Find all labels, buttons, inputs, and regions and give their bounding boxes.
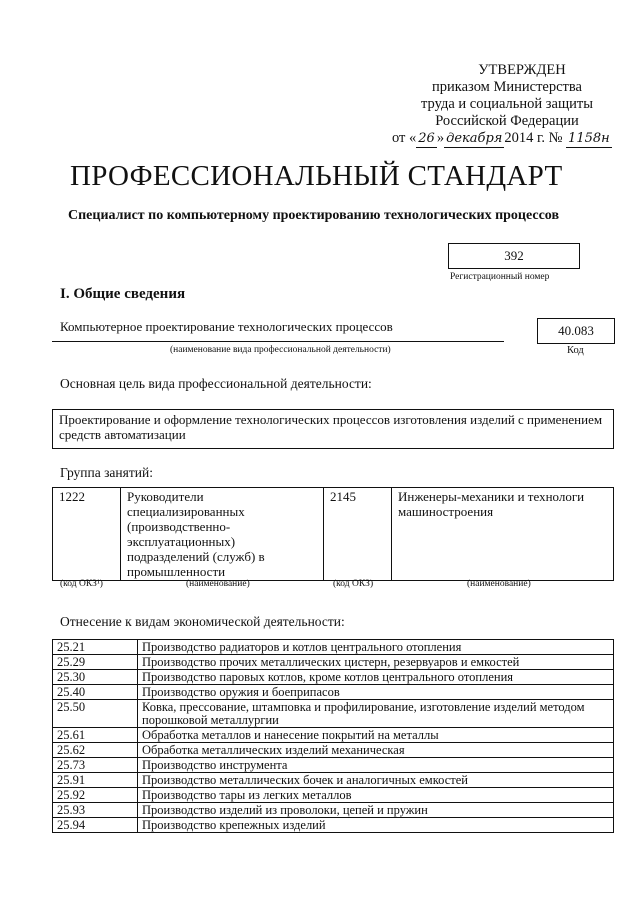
table-row <box>53 743 614 758</box>
approval-line-labor: труда и социальной защиты <box>421 96 593 112</box>
table-row <box>53 670 614 685</box>
date-mid: » <box>436 130 445 146</box>
okz-name-1: Руководители специализированных (производственно-эксплуатационных) подразделений (служб) в промышленности <box>121 488 324 581</box>
okz-code-2: 2145 <box>324 488 392 581</box>
okved-name: Производство металлических бочек и аналогичных емкостей <box>138 773 614 788</box>
okz-name-note-1: (наименование) <box>186 579 250 589</box>
table-row <box>53 728 614 743</box>
okved-name: Производство крепежных изделий <box>138 818 614 833</box>
activity-code-box: 40.083 <box>537 318 615 344</box>
okved-name: Производство тары из легких металлов <box>138 788 614 803</box>
table-row <box>53 803 614 818</box>
activity-code-label: Код <box>567 345 584 356</box>
standard-name: Специалист по компьютерному проектированию технологических процессов <box>68 208 560 223</box>
okz-code-note-1: (код ОКЗ¹) <box>60 579 103 589</box>
table-row <box>53 488 614 581</box>
registration-number-box: 392 <box>448 243 580 269</box>
okved-code: 25.73 <box>53 758 138 773</box>
approval-line-federation: Российской Федерации <box>435 113 579 129</box>
date-day: 26 <box>418 131 435 146</box>
okved-code: 25.92 <box>53 788 138 803</box>
document-title: ПРОФЕССИОНАЛЬНЫЙ СТАНДАРТ <box>70 160 563 192</box>
date-prefix: от « <box>392 130 417 146</box>
okved-name: Производство паровых котлов, кроме котлов центрального отопления <box>138 670 614 685</box>
okz-code-1: 1222 <box>53 488 121 581</box>
activity-underline <box>52 341 504 342</box>
activity-name: Компьютерное проектирование технологических процессов <box>60 319 393 334</box>
table-row <box>53 773 614 788</box>
approval-title: УТВЕРЖДЕН <box>478 62 566 78</box>
okz-code-note-2: (код ОКЗ) <box>333 579 374 589</box>
okved-name: Производство изделий из проволоки, цепей и пружин <box>138 803 614 818</box>
okved-name: Производство инструмента <box>138 758 614 773</box>
okved-code: 25.21 <box>53 640 138 655</box>
okved-code: 25.93 <box>53 803 138 818</box>
table-row <box>53 758 614 773</box>
okz-name-note-2: (наименование) <box>467 579 531 589</box>
okved-name: Производство радиаторов и котлов центрального отопления <box>138 640 614 655</box>
order-number: 1158н <box>568 131 610 146</box>
approval-line-ministry: приказом Министерства <box>432 79 582 95</box>
activity-note: (наименование вида профессиональной деятельности) <box>170 345 391 355</box>
okved-code: 25.94 <box>53 818 138 833</box>
registration-number-label: Регистрационный номер <box>450 272 550 282</box>
table-row <box>53 640 614 655</box>
okved-code: 25.62 <box>53 743 138 758</box>
okved-code: 25.29 <box>53 655 138 670</box>
occupation-table <box>52 487 614 581</box>
table-row <box>53 700 614 728</box>
okved-name: Производство прочих металлических цистерн, резервуаров и емкостей <box>138 655 614 670</box>
goal-box: Проектирование и оформление технологических процессов изготовления изделий с применением средств автоматизации <box>52 409 614 449</box>
table-row <box>53 788 614 803</box>
goal-label: Основная цель вида профессиональной деятельности: <box>60 376 372 391</box>
okved-code: 25.40 <box>53 685 138 700</box>
okved-code: 25.61 <box>53 728 138 743</box>
table-row <box>53 818 614 833</box>
okved-name: Производство оружия и боеприпасов <box>138 685 614 700</box>
economic-activity-table <box>52 639 614 833</box>
date-month: декабря <box>446 131 503 146</box>
okved-code: 25.91 <box>53 773 138 788</box>
approval-date-line <box>392 130 622 148</box>
economic-activity-label: Отнесение к видам экономической деятельности: <box>60 614 345 629</box>
date-year: 2014 г. № <box>504 130 563 146</box>
table-row <box>53 655 614 670</box>
approval-block <box>392 62 622 148</box>
okved-name: Ковка, прессование, штамповка и профилирование, изготовление изделий методом порошковой металлургии <box>138 700 614 728</box>
okved-code: 25.50 <box>53 700 138 728</box>
okz-name-2: Инженеры-механики и технологи машиностроения <box>392 488 614 581</box>
okved-name: Обработка металлов и нанесение покрытий на металлы <box>138 728 614 743</box>
okved-code: 25.30 <box>53 670 138 685</box>
okved-name: Обработка металлических изделий механическая <box>138 743 614 758</box>
section-title: I. Общие сведения <box>60 286 186 302</box>
table-row <box>53 685 614 700</box>
occupation-group-label: Группа занятий: <box>60 465 153 480</box>
